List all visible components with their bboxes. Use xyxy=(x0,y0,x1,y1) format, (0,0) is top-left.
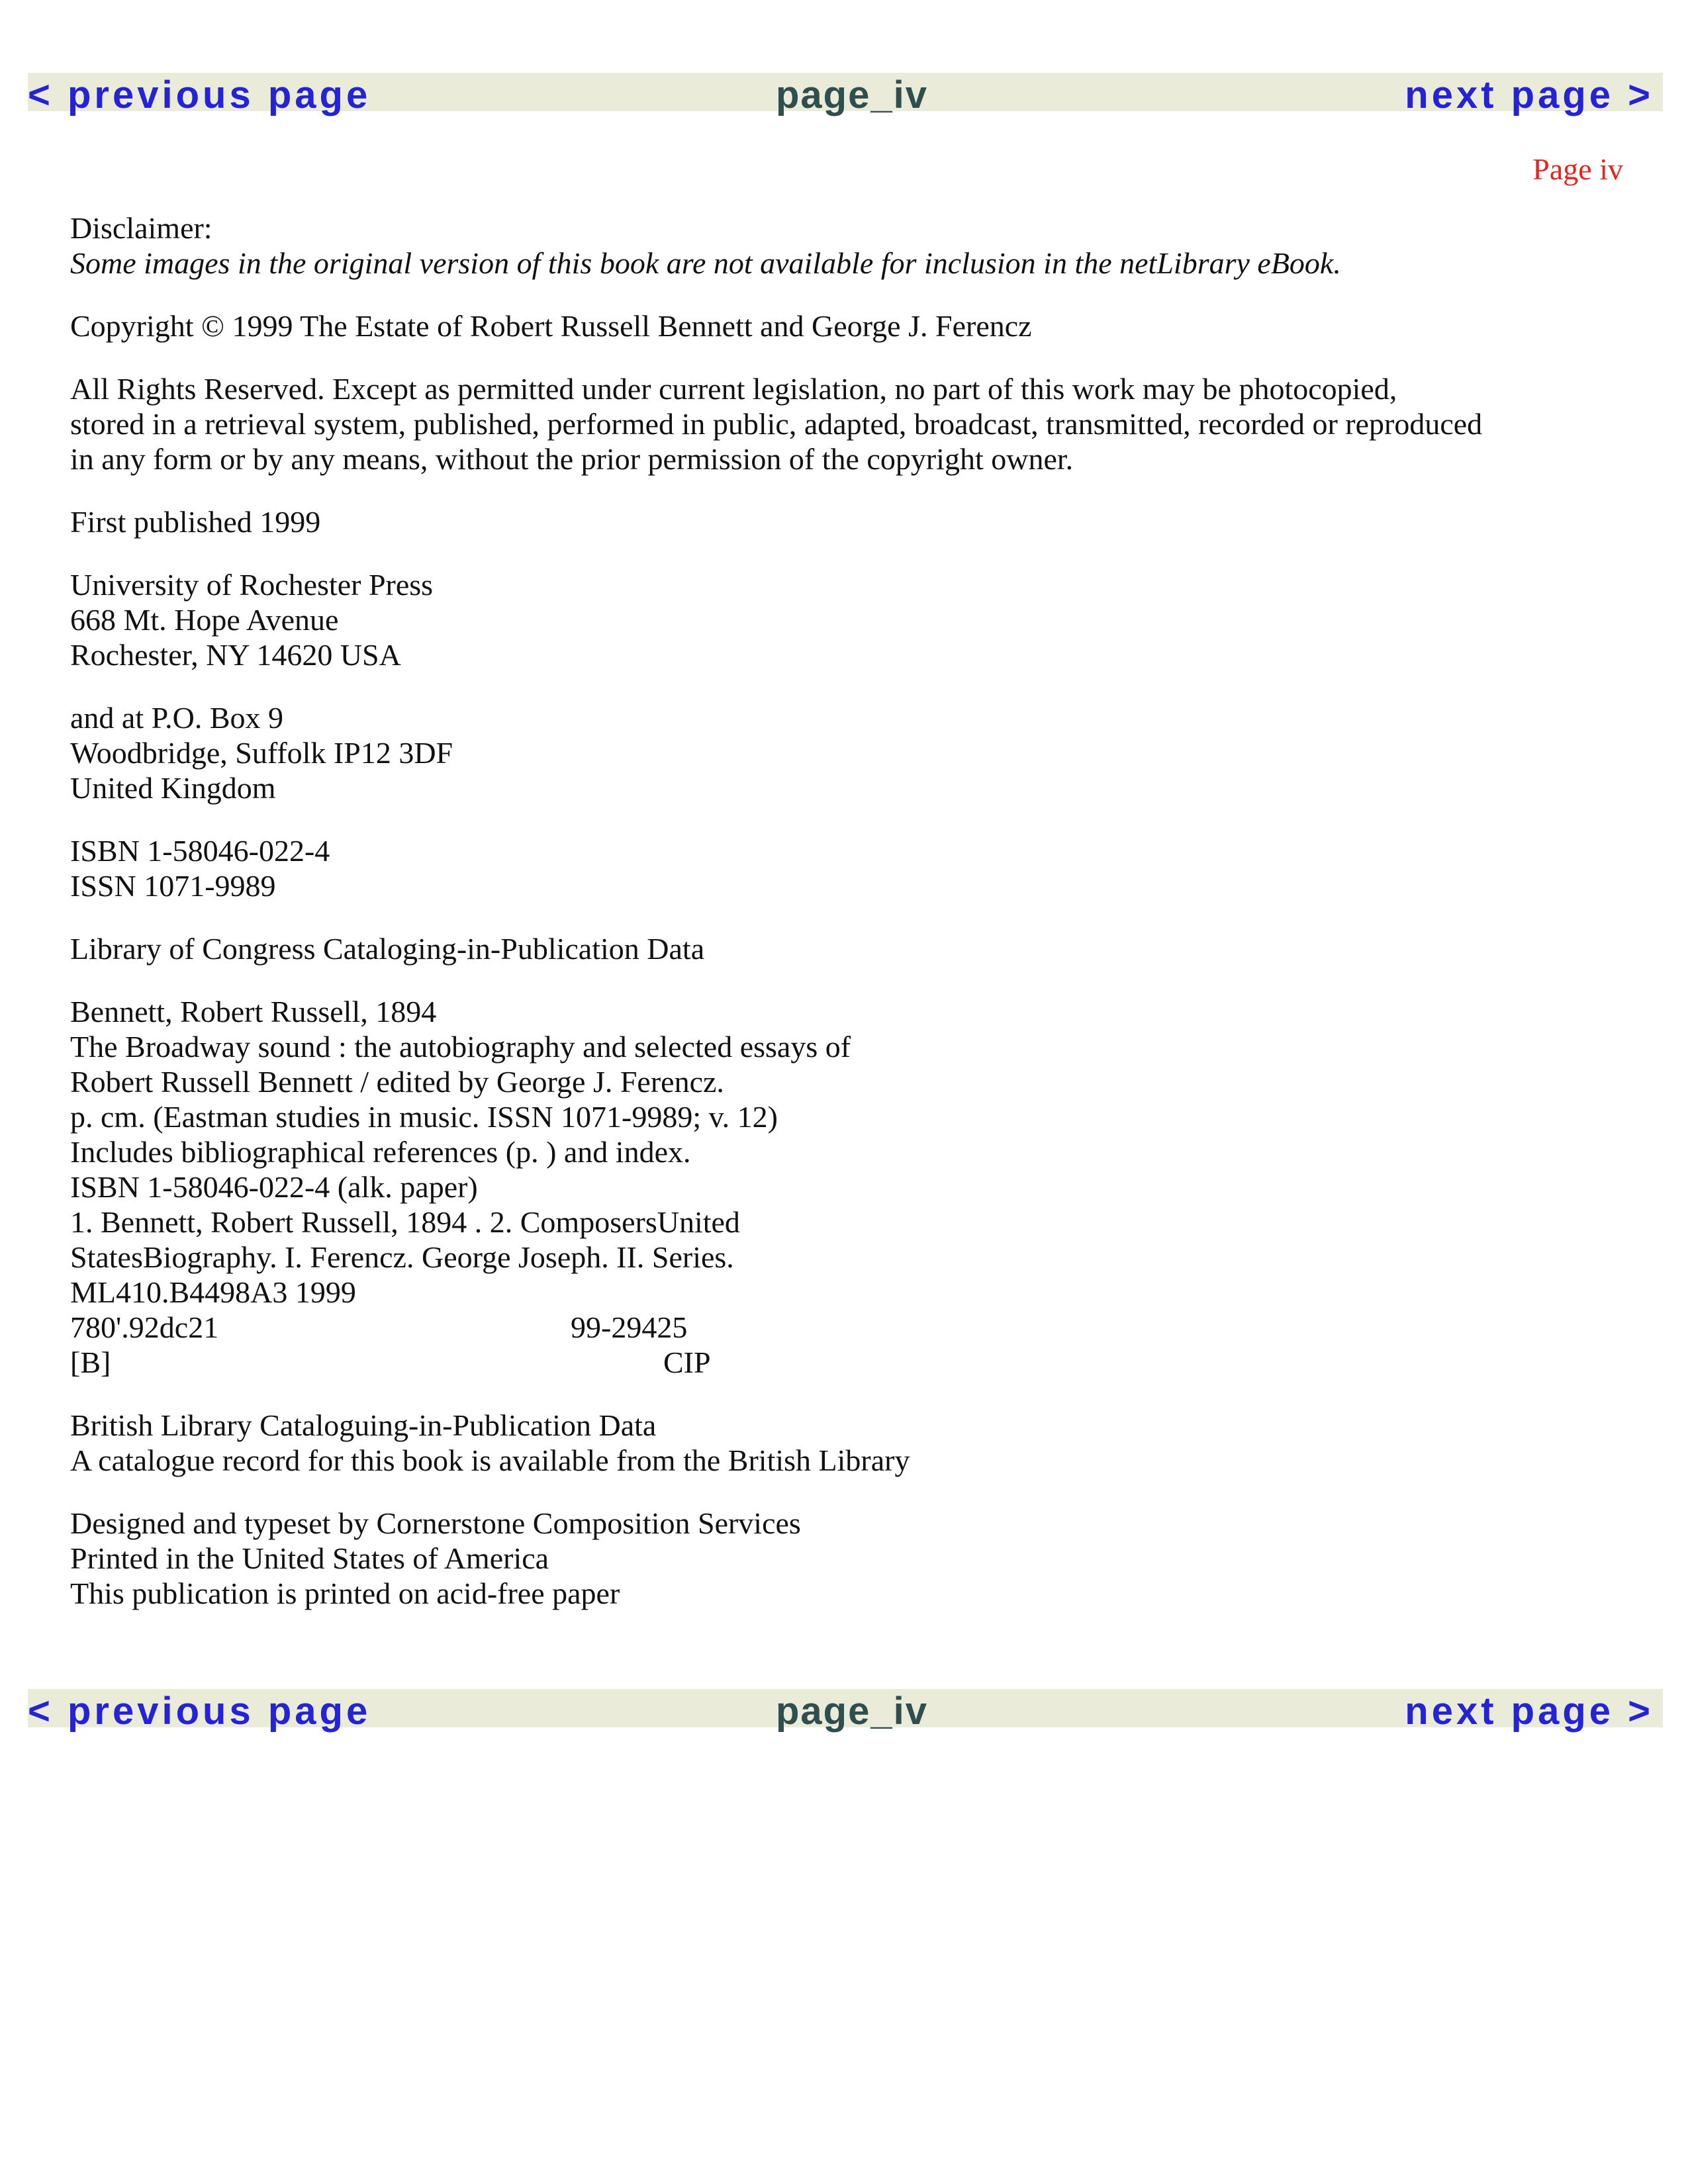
isbn: ISBN 1-58046-022-4 xyxy=(70,834,330,868)
british-library-line: British Library Cataloguing-in-Publication Data xyxy=(70,1408,657,1442)
production-line: This publication is printed on acid-free paper xyxy=(70,1576,620,1610)
cip-line: ML410.B4498A3 1999 xyxy=(70,1275,356,1309)
previous-page-link[interactable]: < previous page xyxy=(28,73,371,116)
next-page-link[interactable]: next page > xyxy=(1405,1690,1654,1733)
cip-line: StatesBiography. I. Ferencz. George Joseph. II. Series. xyxy=(70,1240,734,1274)
rights-line: All Rights Reserved. Except as permitted under current legislation, no part of this work may be photocopied, xyxy=(70,372,1397,406)
page-number-label: Page iv xyxy=(1532,152,1623,186)
cip-marker: CIP xyxy=(663,1345,711,1379)
cip-bracket-code: [B] xyxy=(70,1345,111,1379)
cip-record xyxy=(70,994,1626,1380)
cip-code-row xyxy=(70,1345,1626,1380)
first-published xyxy=(70,504,1626,539)
cip-line: p. cm. (Eastman studies in music. ISSN 1071-9989; v. 12) xyxy=(70,1100,778,1134)
cip-line: ISBN 1-58046-022-4 (alk. paper) xyxy=(70,1170,478,1204)
british-library-block xyxy=(70,1408,1626,1478)
disclaimer-heading: Disclaimer: xyxy=(70,211,212,245)
address-line: United Kingdom xyxy=(70,771,276,805)
page-id-label: page_iv xyxy=(776,73,928,116)
identifiers-block xyxy=(70,833,1626,903)
address-line: and at P.O. Box 9 xyxy=(70,701,283,735)
production-line: Printed in the United States of America xyxy=(70,1541,549,1575)
cip-line: The Broadway sound : the autobiography and selected essays of xyxy=(70,1030,851,1064)
cip-classification-row xyxy=(70,1310,1626,1345)
next-page-link[interactable]: next page > xyxy=(1405,73,1654,116)
publisher-us-address xyxy=(70,567,1626,672)
publisher-uk-address xyxy=(70,700,1626,805)
address-line: Rochester, NY 14620 USA xyxy=(70,638,401,672)
cip-line: Bennett, Robert Russell, 1894 xyxy=(70,995,437,1028)
address-line: University of Rochester Press xyxy=(70,568,434,602)
disclaimer-text: Some images in the original version of this book are not available for inclusion in the netLibrary eBook. xyxy=(70,246,1341,280)
lccn: 99-29425 xyxy=(571,1310,688,1344)
rights-line: in any form or by any means, without the prior permission of the copyright owner. xyxy=(70,442,1074,476)
copyright-notice xyxy=(70,308,1626,343)
loc-heading-block xyxy=(70,931,1626,966)
copyright-page-content xyxy=(70,210,1626,1639)
cip-line: Robert Russell Bennett / edited by George J. Ferencz. xyxy=(70,1065,724,1099)
previous-page-link[interactable]: < previous page xyxy=(28,1690,371,1733)
production-credits xyxy=(70,1506,1626,1611)
british-library-line: A catalogue record for this book is available from the British Library xyxy=(70,1443,910,1477)
cip-line: 1. Bennett, Robert Russell, 1894 . 2. ComposersUnited xyxy=(70,1205,740,1239)
dewey-number: 780'.92dc21 xyxy=(70,1310,219,1344)
copyright-text: Copyright © 1999 The Estate of Robert Russell Bennett and George J. Ferencz xyxy=(70,309,1032,343)
address-line: Woodbridge, Suffolk IP12 3DF xyxy=(70,736,453,770)
rights-line: stored in a retrieval system, published, performed in public, adapted, broadcast, transmitted, recorded or reproduced xyxy=(70,407,1483,441)
rights-statement xyxy=(70,371,1626,477)
loc-heading: Library of Congress Cataloging-in-Publication Data xyxy=(70,932,705,966)
first-published-text: First published 1999 xyxy=(70,505,321,539)
production-line: Designed and typeset by Cornerstone Composition Services xyxy=(70,1506,801,1540)
page-id-label: page_iv xyxy=(776,1690,928,1733)
top-navigation-bar xyxy=(28,73,1663,116)
cip-line: Includes bibliographical references (p. ) and index. xyxy=(70,1135,691,1169)
address-line: 668 Mt. Hope Avenue xyxy=(70,603,339,637)
issn: ISSN 1071-9989 xyxy=(70,869,276,903)
bottom-navigation-bar xyxy=(28,1689,1663,1733)
disclaimer-block xyxy=(70,210,1626,281)
